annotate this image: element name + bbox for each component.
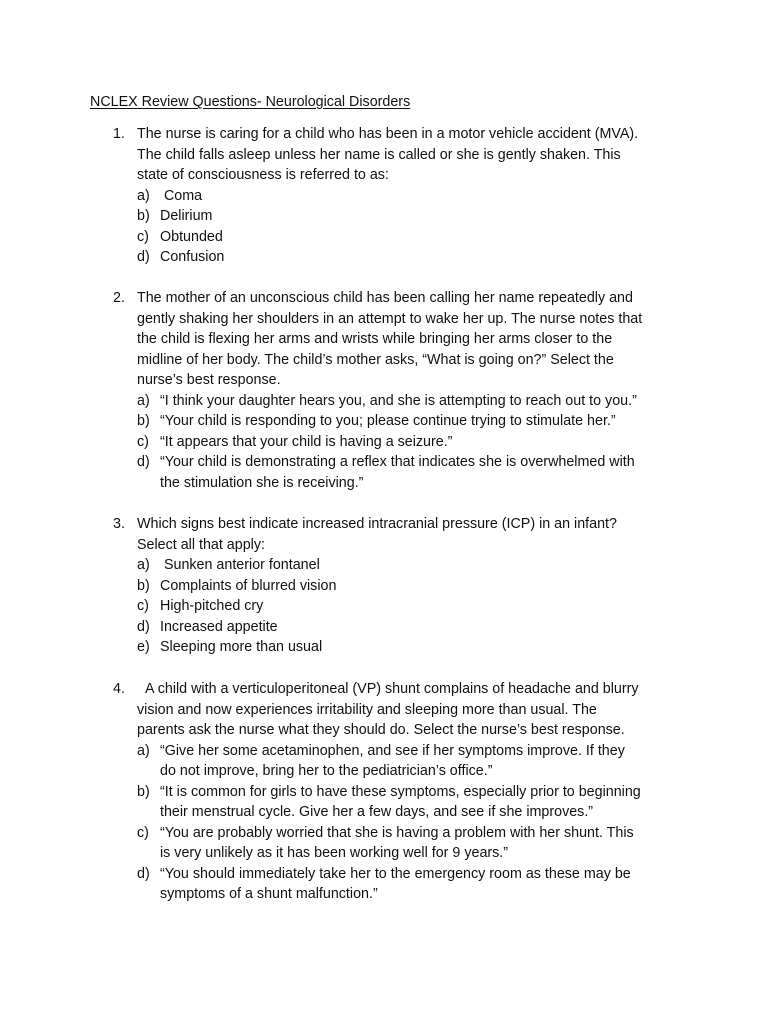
option-letter: c): [137, 598, 149, 614]
document-title: NCLEX Review Questions- Neurological Disorders: [90, 94, 411, 110]
option-text: “It is common for girls to have these symptoms, especially prior to beginning: [160, 783, 641, 800]
option-text: Sleeping more than usual: [160, 639, 323, 655]
option-text: do not improve, bring her to the pediatrician’s office.”: [160, 763, 493, 779]
option-letter: a): [137, 557, 150, 573]
option-letter: c): [137, 824, 149, 841]
stem-line: the child is flexing her arms and wrists while bringing her arms closer to the: [137, 331, 613, 347]
stem-line: gently shaking her shoulders in an attempt to wake her up. The nurse notes that: [137, 310, 643, 327]
answer-option-d: [137, 247, 683, 268]
stem-line: The nurse is caring for a child who has been in a motor vehicle accident (MVA).: [137, 126, 639, 142]
option-text: “Your child is demonstrating a reflex that indicates she is overwhelmed with: [160, 454, 635, 470]
question-stem: [137, 288, 683, 391]
option-letter: d): [137, 618, 150, 635]
question-stem: [137, 514, 683, 555]
answer-option-c: [137, 823, 683, 864]
answer-option-c: [137, 227, 683, 248]
question-4: [113, 679, 683, 905]
answer-option-a: [137, 186, 683, 207]
option-text: “You are probably worried that she is having a problem with her shunt. This: [160, 824, 634, 841]
answer-option-d: [137, 452, 683, 493]
option-text: “Give her some acetaminophen, and see if her symptoms improve. If they: [160, 742, 625, 759]
answer-option-e: [137, 637, 683, 658]
answer-options: [137, 555, 683, 658]
option-text: “Your child is responding to you; please continue trying to stimulate her.”: [160, 413, 616, 429]
option-letter: a): [137, 742, 150, 759]
answer-option-b: [137, 411, 683, 432]
question-stem: [137, 124, 683, 186]
question-3: [113, 514, 683, 658]
option-text: Obtunded: [160, 228, 223, 245]
question-number: 4.: [113, 681, 125, 697]
stem-line: midline of her body. The child’s mother asks, “What is going on?” Select the: [137, 351, 614, 368]
stem-line: Select all that apply:: [137, 536, 265, 553]
option-letter: d): [137, 865, 150, 882]
option-text: symptoms of a shunt malfunction.”: [160, 886, 378, 902]
option-letter: d): [137, 249, 150, 265]
question-stem: [137, 679, 683, 741]
option-text: Coma: [160, 187, 203, 204]
stem-line: state of consciousness is referred to as:: [137, 167, 389, 183]
option-letter: d): [137, 454, 150, 470]
option-text: “You should immediately take her to the emergency room as these may be: [160, 865, 631, 882]
option-letter: a): [137, 392, 150, 409]
answer-option-b: [137, 782, 683, 823]
option-letter: b): [137, 413, 150, 429]
stem-line: vision and now experiences irritability and sleeping more than usual. The: [137, 701, 597, 718]
option-letter: b): [137, 208, 150, 224]
option-text: their menstrual cycle. Give her a few days, and see if she improves.”: [160, 804, 594, 820]
question-2: [113, 288, 683, 493]
option-letter: b): [137, 783, 150, 800]
option-letter: c): [137, 228, 149, 245]
question-number: 2.: [113, 290, 125, 306]
option-text: is very unlikely as it has been working well for 9 years.”: [160, 845, 509, 861]
option-text: Confusion: [160, 249, 225, 265]
stem-line: Which signs best indicate increased intracranial pressure (ICP) in an infant?: [137, 516, 617, 532]
answer-option-b: [137, 576, 683, 597]
option-text: High-pitched cry: [160, 598, 264, 614]
option-letter: b): [137, 577, 150, 594]
option-text: “I think your daughter hears you, and she is attempting to reach out to you.”: [160, 392, 637, 409]
answer-option-a: [137, 391, 683, 412]
stem-line: A child with a verticuloperitoneal (VP) shunt complains of headache and blurry: [145, 681, 639, 697]
answer-options: [137, 741, 683, 905]
option-letter: c): [137, 433, 149, 450]
answer-option-c: [137, 432, 683, 453]
answer-option-c: [137, 596, 683, 617]
question-number: 3.: [113, 516, 125, 532]
option-text: Increased appetite: [160, 618, 278, 635]
option-letter: e): [137, 639, 150, 655]
option-letter: a): [137, 187, 150, 204]
option-text: the stimulation she is receiving.”: [160, 474, 364, 491]
answer-option-a: [137, 741, 683, 782]
answer-options: [137, 186, 683, 268]
stem-line: nurse’s best response.: [137, 372, 281, 388]
answer-option-d: [137, 864, 683, 905]
question-1: [113, 124, 683, 268]
option-text: Sunken anterior fontanel: [160, 557, 320, 573]
stem-line: parents ask the nurse what they should do. Select the nurse’s best response.: [137, 722, 625, 738]
answer-option-d: [137, 617, 683, 638]
question-number: 1.: [113, 126, 125, 142]
answer-options: [137, 391, 683, 494]
answer-option-b: [137, 206, 683, 227]
option-text: Complaints of blurred vision: [160, 577, 337, 594]
stem-line: The mother of an unconscious child has been calling her name repeatedly and: [137, 290, 633, 306]
option-text: Delirium: [160, 208, 213, 224]
stem-line: The child falls asleep unless her name is called or she is gently shaken. This: [137, 146, 621, 163]
option-text: “It appears that your child is having a seizure.”: [160, 433, 453, 450]
answer-option-a: [137, 555, 683, 576]
